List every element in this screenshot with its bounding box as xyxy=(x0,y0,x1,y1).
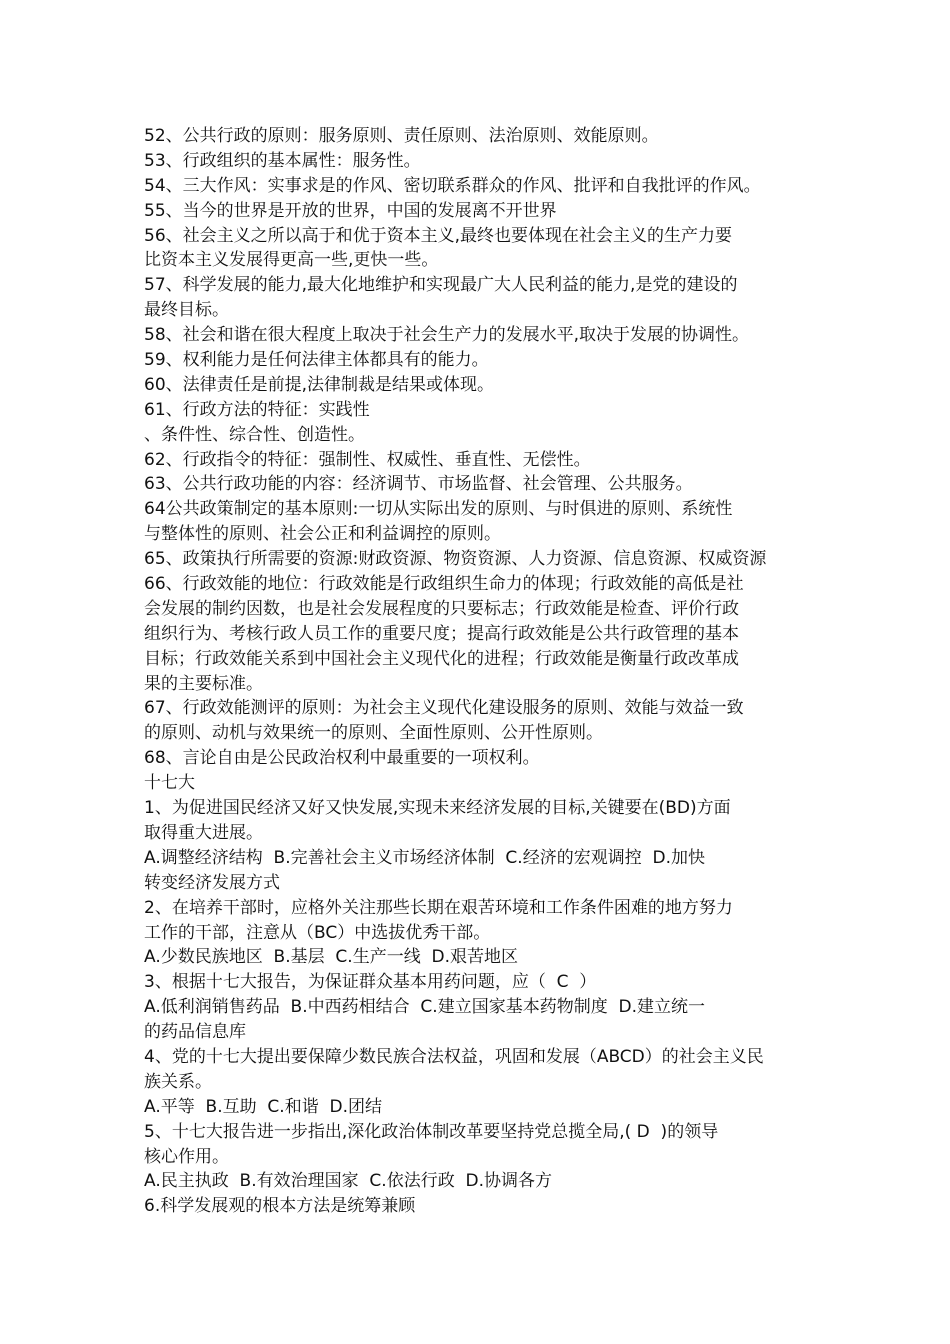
text-line: A.民主执政 B.有效治理国家 C.依法行政 D.协调各方 xyxy=(144,1171,552,1192)
text-line: 60、法律责任是前提,法律制裁是结果或体现。 xyxy=(144,374,495,395)
text-line: 目标；行政效能关系到中国社会主义现代化的进程；行政效能是衡量行政改革成 xyxy=(144,648,739,669)
text-line: 5、十七大报告进一步指出,深化政治体制改革要坚持党总揽全局,( D )的领导 xyxy=(144,1121,719,1142)
text-line: 工作的干部，注意从（BC）中选拔优秀干部。 xyxy=(144,922,491,943)
text-line: A.低利润销售药品 B.中西药相结合 C.建立国家基本药物制度 D.建立统一 xyxy=(144,997,705,1018)
text-line: A.调整经济结构 B.完善社会主义市场经济体制 C.经济的宏观调控 D.加快 xyxy=(144,847,705,868)
text-line: 6.科学发展观的根本方法是统筹兼顾 xyxy=(144,1196,416,1217)
text-line: 的药品信息库 xyxy=(144,1022,246,1043)
text-line: 55、当今的世界是开放的世界，中国的发展离不开世界 xyxy=(144,200,557,221)
text-line: 63、公共行政功能的内容：经济调节、市场监督、社会管理、公共服务。 xyxy=(144,474,693,495)
text-line: 67、行政效能测评的原则：为社会主义现代化建设服务的原则、效能与效益一致 xyxy=(144,698,744,719)
text-line: 66、行政效能的地位：行政效能是行政组织生命力的体现；行政效能的高低是社 xyxy=(144,574,744,595)
text-line: 十七大 xyxy=(144,773,195,794)
text-line: 与整体性的原则、社会公正和利益调控的原则。 xyxy=(144,524,501,545)
text-line: 52、公共行政的原则：服务原则、责任原则、法治原则、效能原则。 xyxy=(144,126,659,146)
text-line: 65、政策执行所需要的资源:财政资源、物资资源、人力资源、信息资源、权威资源 xyxy=(144,549,767,570)
text-line: 3、根据十七大报告，为保证群众基本用药问题，应（ C ） xyxy=(144,972,597,993)
text-line: 比资本主义发展得更高一些,更快一些。 xyxy=(144,250,439,271)
text-line: 4、党的十七大提出要保障少数民族合法权益，巩固和发展（ABCD）的社会主义民 xyxy=(144,1046,764,1067)
text-line: 53、行政组织的基本属性：服务性。 xyxy=(144,150,421,171)
text-line: 64公共政策制定的基本原则:一切从实际出发的原则、与时俱进的原则、系统性 xyxy=(144,499,733,520)
text-line: 果的主要标准。 xyxy=(144,673,263,694)
text-line: 最终目标。 xyxy=(144,300,229,321)
text-line: 59、权利能力是任何法律主体都具有的能力。 xyxy=(144,350,489,371)
text-line: 族关系。 xyxy=(144,1071,212,1092)
text-line: 57、科学发展的能力,最大化地维护和实现最广大人民利益的能力,是党的建设的 xyxy=(144,275,738,296)
text-line: 68、言论自由是公民政治权利中最重要的一项权利。 xyxy=(144,748,540,769)
text-line: 61、行政方法的特征：实践性 xyxy=(144,399,370,420)
text-line: 取得重大进展。 xyxy=(144,822,263,843)
text-line: 的原则、动机与效果统一的原则、全面性原则、公开性原则。 xyxy=(144,723,603,744)
text-line: 核心作用。 xyxy=(144,1146,229,1167)
text-line: 62、行政指令的特征：强制性、权威性、垂直性、无偿性。 xyxy=(144,449,591,470)
text-line: 1、为促进国民经济又好又快发展,实现未来经济发展的目标,关键要在(BD)方面 xyxy=(144,798,731,819)
text-line: 转变经济发展方式 xyxy=(144,872,280,893)
text-line: A.少数民族地区 B.基层 C.生产一线 D.艰苦地区 xyxy=(144,947,518,968)
text-line: 会发展的制约因数，也是社会发展程度的只要标志；行政效能是检查、评价行政 xyxy=(144,598,739,619)
text-line: 组织行为、考核行政人员工作的重要尺度；提高行政效能是公共行政管理的基本 xyxy=(144,623,739,644)
text-line: A.平等 B.互助 C.和谐 D.团结 xyxy=(144,1096,382,1117)
text-line: 、条件性、综合性、创造性。 xyxy=(144,424,365,445)
text-line: 2、在培养干部时，应格外关注那些长期在艰苦环境和工作条件困难的地方努力 xyxy=(144,897,733,918)
document-body xyxy=(144,124,824,1219)
text-line: 54、三大作风：实事求是的作风、密切联系群众的作风、批评和自我批评的作风。 xyxy=(144,175,761,196)
text-line: 58、社会和谐在很大程度上取决于社会生产力的发展水平,取决于发展的协调性。 xyxy=(144,325,750,346)
text-line: 56、社会主义之所以高于和优于资本主义,最终也要体现在社会主义的生产力要 xyxy=(144,225,733,246)
